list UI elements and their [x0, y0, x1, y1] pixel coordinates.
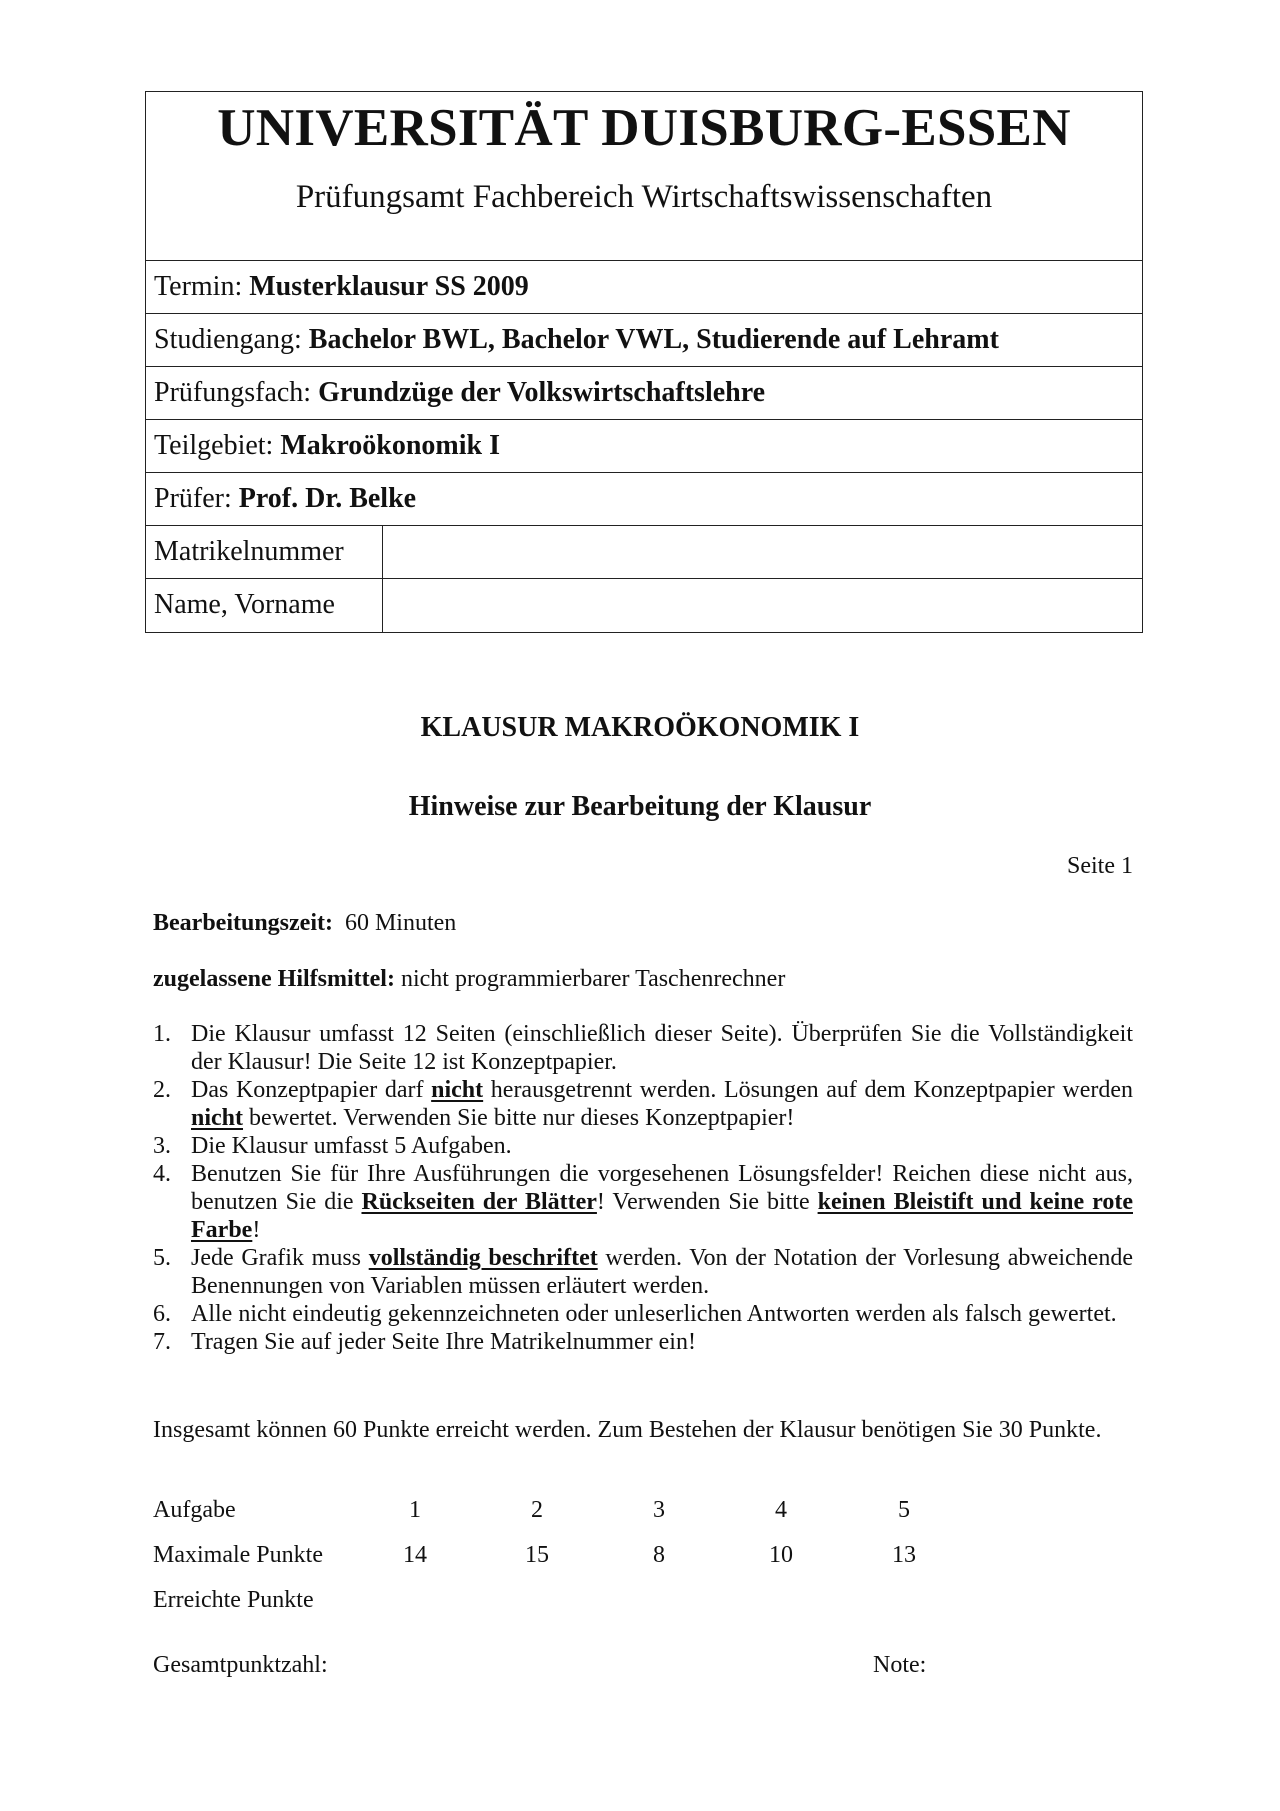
list-item: [153, 1020, 1133, 1076]
emphasis: Rückseiten der Blätter: [361, 1189, 597, 1215]
row-label: Termin:: [154, 271, 250, 302]
item-text: Alle nicht eindeutig gekennzeichneten oder unleserlichen Antworten werden als falsch gewertet.: [191, 1301, 1117, 1327]
points-summary: Insgesamt können 60 Punkte erreicht werden. Zum Bestehen der Klausur benötigen Sie 30 Punkte.: [153, 1417, 1102, 1443]
instructions-list: [153, 1020, 1133, 1356]
row-label: Prüfer:: [154, 483, 239, 514]
row-value: Musterklausur SS 2009: [249, 271, 529, 302]
matrikel-field[interactable]: [383, 526, 1142, 578]
row-teilgebiet: [146, 420, 1142, 473]
row-value: Bachelor BWL, Bachelor VWL, Studierende auf Lehramt: [308, 324, 999, 355]
task-number: 1: [409, 1497, 421, 1523]
item-text: Die Klausur umfasst 5 Aufgaben.: [191, 1133, 512, 1159]
item-number: 4.: [153, 1161, 171, 1187]
text-part: herausgetrennt werden. Lösungen auf dem Konzeptpapier werden: [483, 1077, 1133, 1103]
grade-label: Note:: [873, 1652, 927, 1678]
text-part: werden. Von der Notation der Vorlesung abweichende Benennungen von Variablen müssen erläutert werden.: [191, 1245, 1133, 1299]
max-points: 14: [403, 1542, 427, 1568]
max-points: 10: [769, 1542, 793, 1568]
text-part: ! Verwenden Sie bitte: [596, 1189, 818, 1215]
max-points: 13: [892, 1542, 916, 1568]
item-text: Tragen Sie auf jeder Seite Ihre Matrikelnummer ein!: [191, 1329, 696, 1355]
time-value: 60 Minuten: [344, 910, 457, 936]
emphasis: keinen Bleistift und keine rote Farbe: [191, 1189, 1133, 1243]
aids-label: zugelassene Hilfsmittel:: [153, 966, 395, 992]
list-item: [153, 1244, 1133, 1300]
row-matrikelnummer: [146, 526, 1142, 579]
item-number: 1.: [153, 1021, 171, 1047]
item-text: [191, 1160, 1133, 1244]
item-text: [191, 1244, 1133, 1300]
list-item: [153, 1132, 1133, 1160]
row-label: Aufgabe: [153, 1497, 236, 1523]
page-number: Seite 1: [1067, 853, 1133, 879]
text-part: !: [252, 1217, 261, 1243]
item-text: Die Klausur umfasst 12 Seiten (einschließlich dieser Seite). Überprüfen Sie die Vollständigkeit der Klausur! Die Seite 12 ist Konzeptpapier.: [191, 1021, 1133, 1075]
item-text: [191, 1076, 1133, 1132]
header-title-block: [146, 92, 1142, 261]
list-item: [153, 1328, 1133, 1356]
emphasis: vollständig beschriftet: [368, 1245, 598, 1271]
row-value: Prof. Dr. Belke: [238, 483, 417, 514]
exam-title: KLAUSUR MAKROÖKONOMIK I: [420, 712, 860, 743]
text-part: Das Konzeptpapier darf: [191, 1077, 432, 1103]
row-label: Teilgebiet:: [154, 430, 281, 461]
row-label: Studiengang:: [154, 324, 309, 355]
row-pruefungsfach: [146, 367, 1142, 420]
row-value: Grundzüge der Volkswirtschaftslehre: [318, 377, 766, 408]
row-label: Prüfungsfach:: [154, 377, 319, 408]
exam-subtitle: Hinweise zur Bearbeitung der Klausur: [408, 791, 872, 822]
row-name: [146, 579, 1142, 632]
max-points: 15: [525, 1542, 549, 1568]
row-label: Erreichte Punkte: [153, 1587, 314, 1613]
name-field[interactable]: [383, 579, 1142, 632]
emphasis: nicht: [431, 1077, 484, 1103]
item-number: 2.: [153, 1077, 171, 1103]
task-number: 5: [898, 1497, 910, 1523]
header-box: [145, 91, 1143, 633]
row-value: Makroökonomik I: [280, 430, 500, 461]
matrikel-label: Matrikelnummer: [146, 526, 383, 578]
item-number: 7.: [153, 1329, 171, 1355]
task-number: 3: [653, 1497, 665, 1523]
max-points: 8: [653, 1542, 665, 1568]
department-name: Prüfungsamt Fachbereich Wirtschaftswissenschaften: [295, 178, 993, 215]
list-item: [153, 1160, 1133, 1244]
row-pruefer: [146, 473, 1142, 526]
name-label: Name, Vorname: [146, 579, 383, 632]
text-part: Jede Grafik muss: [191, 1245, 369, 1271]
time-line: [153, 910, 456, 937]
row-label: Maximale Punkte: [153, 1542, 323, 1568]
emphasis: nicht: [191, 1105, 244, 1131]
university-name: UNIVERSITÄT DUISBURG-ESSEN: [217, 99, 1071, 157]
aids-line: [153, 966, 785, 993]
item-number: 5.: [153, 1245, 171, 1271]
row-termin: [146, 261, 1142, 314]
item-number: 6.: [153, 1301, 171, 1327]
task-number: 4: [775, 1497, 787, 1523]
row-studiengang: [146, 314, 1142, 367]
total-points-label: Gesamtpunktzahl:: [153, 1652, 328, 1678]
list-item: [153, 1300, 1133, 1328]
time-label: Bearbeitungszeit:: [153, 910, 333, 936]
task-number: 2: [531, 1497, 543, 1523]
text-part: bewertet. Verwenden Sie bitte nur dieses Konzeptpapier!: [243, 1105, 795, 1131]
item-number: 3.: [153, 1133, 171, 1159]
list-item: [153, 1076, 1133, 1132]
aids-value: nicht programmierbarer Taschenrechner: [400, 966, 786, 992]
text-part: Benutzen Sie für Ihre Ausführungen die vorgesehenen Lösungsfelder! Reichen diese nicht aus, benutzen Sie die: [191, 1161, 1133, 1215]
